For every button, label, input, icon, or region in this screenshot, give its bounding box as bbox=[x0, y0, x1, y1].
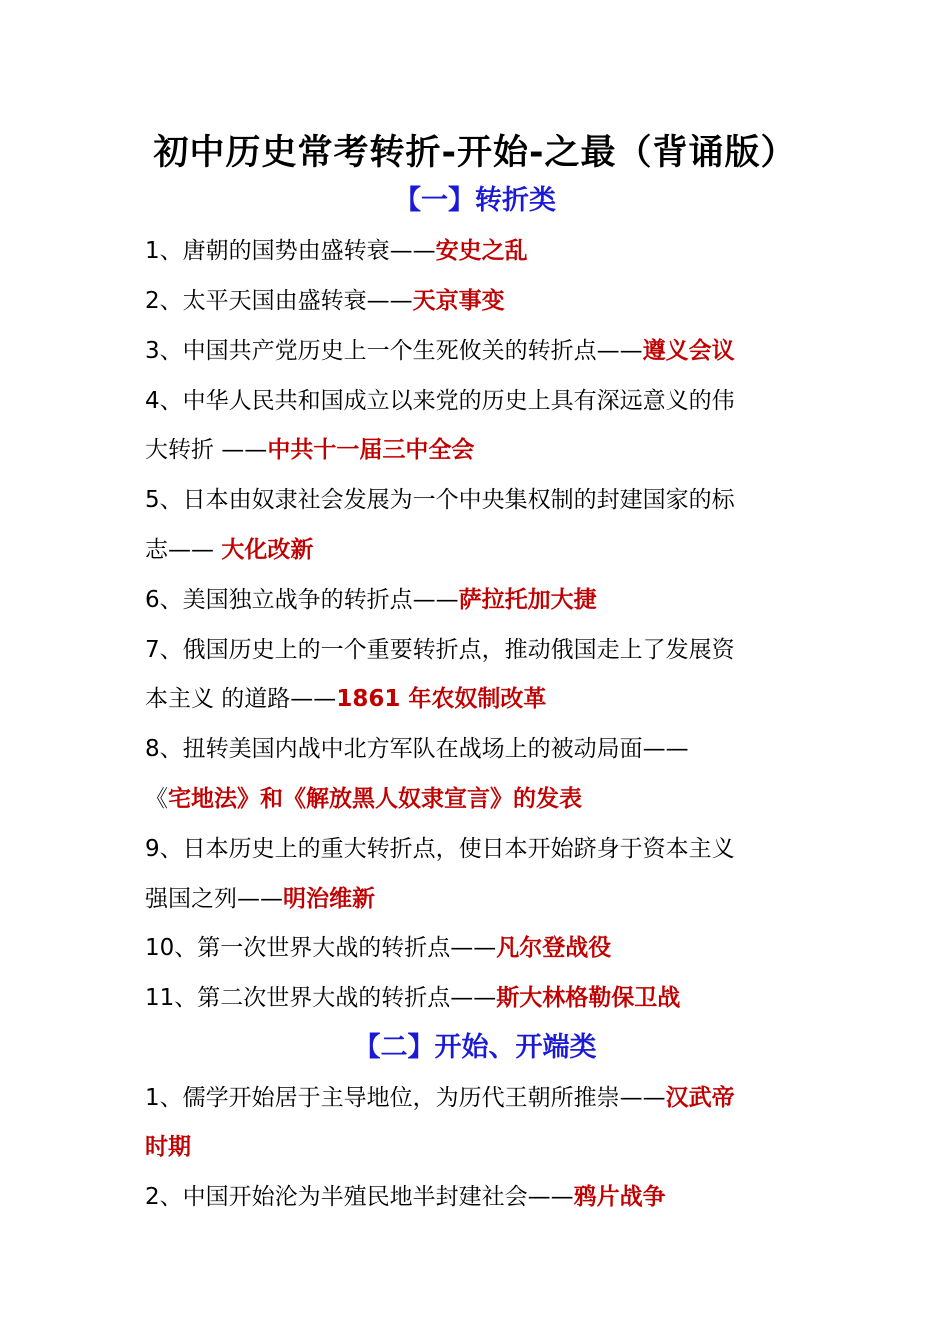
list-item-line bbox=[145, 533, 313, 567]
list-item-line bbox=[145, 234, 528, 268]
item-answer: 斯大林格勒保卫战 bbox=[496, 985, 681, 1011]
item-answer: 遵义会议 bbox=[642, 338, 735, 364]
list-item-line bbox=[145, 732, 689, 766]
list-item-line bbox=[145, 682, 546, 716]
item-text: 11、第二次世界大战的转折点—— bbox=[145, 985, 497, 1011]
item-text: 大转折 —— bbox=[145, 437, 268, 463]
item-answer: 安史之乱 bbox=[435, 238, 528, 264]
item-answer: 天京事变 bbox=[412, 288, 505, 314]
list-item-line bbox=[145, 334, 735, 368]
list-item-line bbox=[145, 1180, 666, 1214]
list-item-line bbox=[145, 782, 582, 816]
item-answer: 宅地法》和《解放黑人奴隶宣言》的发表 bbox=[168, 786, 582, 812]
item-text: 5、日本由奴隶社会发展为一个中央集权制的封建国家的标 bbox=[145, 487, 735, 513]
list-item-line bbox=[145, 284, 505, 318]
item-answer: 明治维新 bbox=[283, 886, 375, 912]
item-text: 2、中国开始沦为半殖民地半封建社会—— bbox=[145, 1184, 574, 1210]
item-text: 2、太平天国由盛转衰—— bbox=[145, 288, 413, 314]
document-title: 初中历史常考转折-开始-之最（背诵版） bbox=[153, 133, 797, 173]
item-text: 8、扭转美国内战中北方军队在战场上的被动局面—— bbox=[145, 736, 689, 762]
list-item-line bbox=[145, 832, 735, 866]
item-text: 3、中国共产党历史上一个生死攸关的转折点—— bbox=[145, 338, 643, 364]
item-answer: 萨拉托加大捷 bbox=[458, 587, 597, 613]
list-item-line bbox=[145, 483, 735, 517]
item-answer: 汉武帝 bbox=[665, 1085, 735, 1111]
item-text: 1、儒学开始居于主导地位，为历代王朝所推崇—— bbox=[145, 1085, 666, 1111]
item-answer: 中共十一届三中全会 bbox=[267, 437, 475, 463]
item-text: 6、美国独立战争的转折点—— bbox=[145, 587, 459, 613]
item-text: 4、中华人民共和国成立以来党的历史上具有深远意义的伟 bbox=[145, 388, 735, 414]
list-item-line bbox=[145, 633, 735, 667]
item-text: 本主义 的道路—— bbox=[145, 686, 337, 712]
item-answer: 时期 bbox=[145, 1134, 191, 1160]
list-item-line bbox=[145, 1081, 735, 1115]
list-item-line bbox=[145, 384, 735, 418]
list-item-line bbox=[145, 931, 611, 965]
item-text: 志—— bbox=[145, 537, 222, 563]
section-heading-beginnings: 【二】开始、开端类 bbox=[353, 1032, 597, 1063]
item-text: 9、日本历史上的重大转折点，使日本开始跻身于资本主义 bbox=[145, 836, 735, 862]
section-heading-turning-points: 【一】转折类 bbox=[394, 185, 556, 216]
list-item-line bbox=[145, 882, 375, 916]
list-item-line bbox=[145, 1130, 191, 1164]
item-answer: 大化改新 bbox=[221, 537, 314, 563]
list-item-line bbox=[145, 981, 680, 1015]
item-answer: 凡尔登战役 bbox=[496, 935, 612, 961]
item-text: 1、唐朝的国势由盛转衰—— bbox=[145, 238, 436, 264]
item-text: 10、第一次世界大战的转折点—— bbox=[145, 935, 497, 961]
item-text: 7、俄国历史上的一个重要转折点，推动俄国走上了发展资 bbox=[145, 637, 735, 663]
list-item-line bbox=[145, 583, 597, 617]
item-text: 《 bbox=[145, 786, 168, 812]
item-answer: 1861 年农奴制改革 bbox=[336, 686, 547, 712]
list-item-line bbox=[145, 433, 474, 467]
item-answer: 鸦片战争 bbox=[573, 1184, 666, 1210]
item-text: 强国之列—— bbox=[145, 886, 283, 912]
